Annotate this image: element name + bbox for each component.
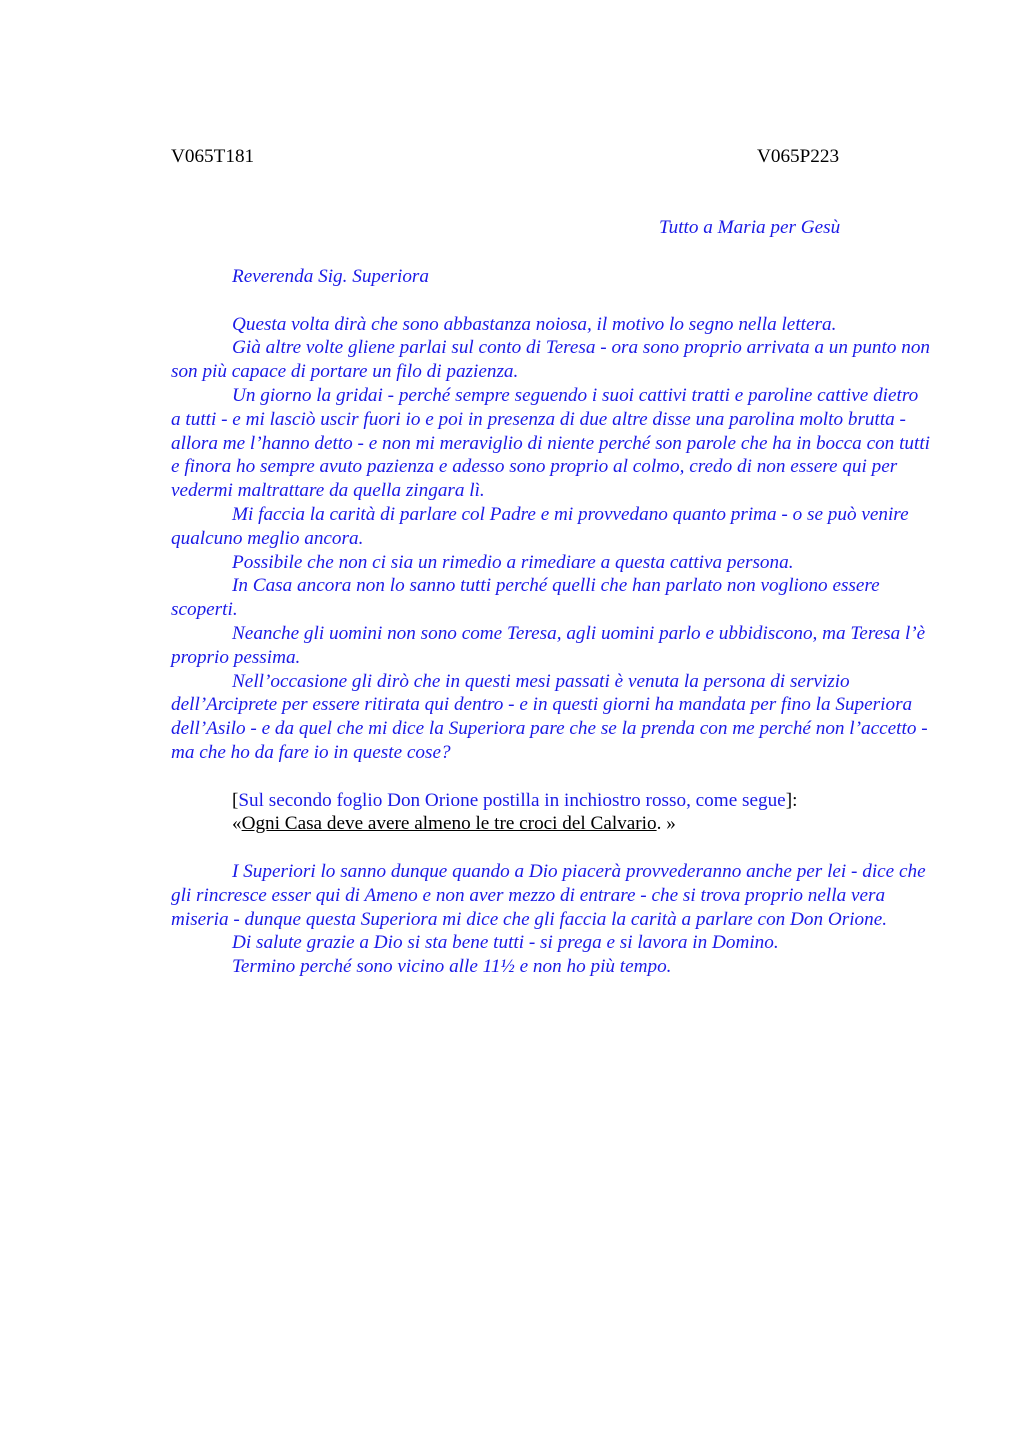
editor-note-text: Sul secondo foglio Don Orione postilla in inchiostro rosso, come segue [238,789,786,811]
salutation: Reverenda Sig. Superiora [232,266,429,287]
document-code-left: V065T181 [171,146,255,167]
paragraph: In Casa ancora non lo sanno tutti perché quelli che han parlato non vogliono essere scoperti. [171,575,880,621]
paragraph: Possibile che non ci sia un rimedio a rimediare a questa cattiva persona. [232,551,794,573]
quote-close-mark: . » [656,813,676,835]
quote-open-mark: « [232,813,242,835]
paragraph: Nell’occasione gli dirò che in questi mesi passati è venuta la persona di servizio dell’Arciprete per essere ritirata qui dentro - e in questi giorni ha mandata per fino la Superiora dell’Asilo - e da quel che mi dice la Superiora pare che se la prenda con me perché non l’accetto - ma che ho da fare io in queste cose? [171,670,928,763]
editor-note-open-bracket: [ [232,789,239,811]
closing-paragraph: Termino perché sono vicino alle 11½ e non ho più tempo. [232,956,672,978]
closing-paragraph: I Superiori lo sanno dunque quando a Dio piacerà provvederanno anche per lei - dice che gli rincresce esser qui di Ameno e non aver mezzo di entrare - che si trova proprio nella vera miseria - dunque questa Superiora mi dice che gli faccia la carità a parlare con Don Orione. [171,860,926,930]
letter-motto: Tutto a Maria per Gesù [659,217,841,238]
paragraph: Mi faccia la carità di parlare col Padre e mi provvedano quanto prima - o se può venire qualcuno meglio ancora. [171,503,909,549]
quote-text: Ogni Casa deve avere almeno le tre croci del Calvario [241,813,657,835]
editor-quote [171,812,931,836]
paragraph: Questa volta dirà che sono abbastanza noiosa, il motivo lo segno nella lettera. [232,313,837,335]
closing-paragraph: Di salute grazie a Dio si sta bene tutti - si prega e si lavora in Domino. [232,932,779,954]
editor-note-close-bracket: ]: [785,789,798,811]
editor-note [171,789,931,813]
document-code-right: V065P223 [757,146,840,167]
letter-body [171,265,931,979]
paragraph: Un giorno la gridai - perché sempre seguendo i suoi cattivi tratti e paroline cattive dietro a tutti - e mi lasciò uscir fuori io e poi in presenza di due altre disse una parolina molto brutta - allora me l’hanno detto - e non mi meraviglio di niente perché son parole che ha in bocca con tutti e finora ho sempre avuto pazienza e adesso sono proprio al colmo, credo di non essere qui per vedermi maltrattare da quella zingara lì. [171,384,930,502]
paragraph: Neanche gli uomini non sono come Teresa, agli uomini parlo e ubbidiscono, ma Teresa l’è proprio pessima. [171,622,926,668]
paragraph: Già altre volte gliene parlai sul conto di Teresa - ora sono proprio arrivata a un punto non son più capace di portare un filo di pazienza. [171,337,931,383]
